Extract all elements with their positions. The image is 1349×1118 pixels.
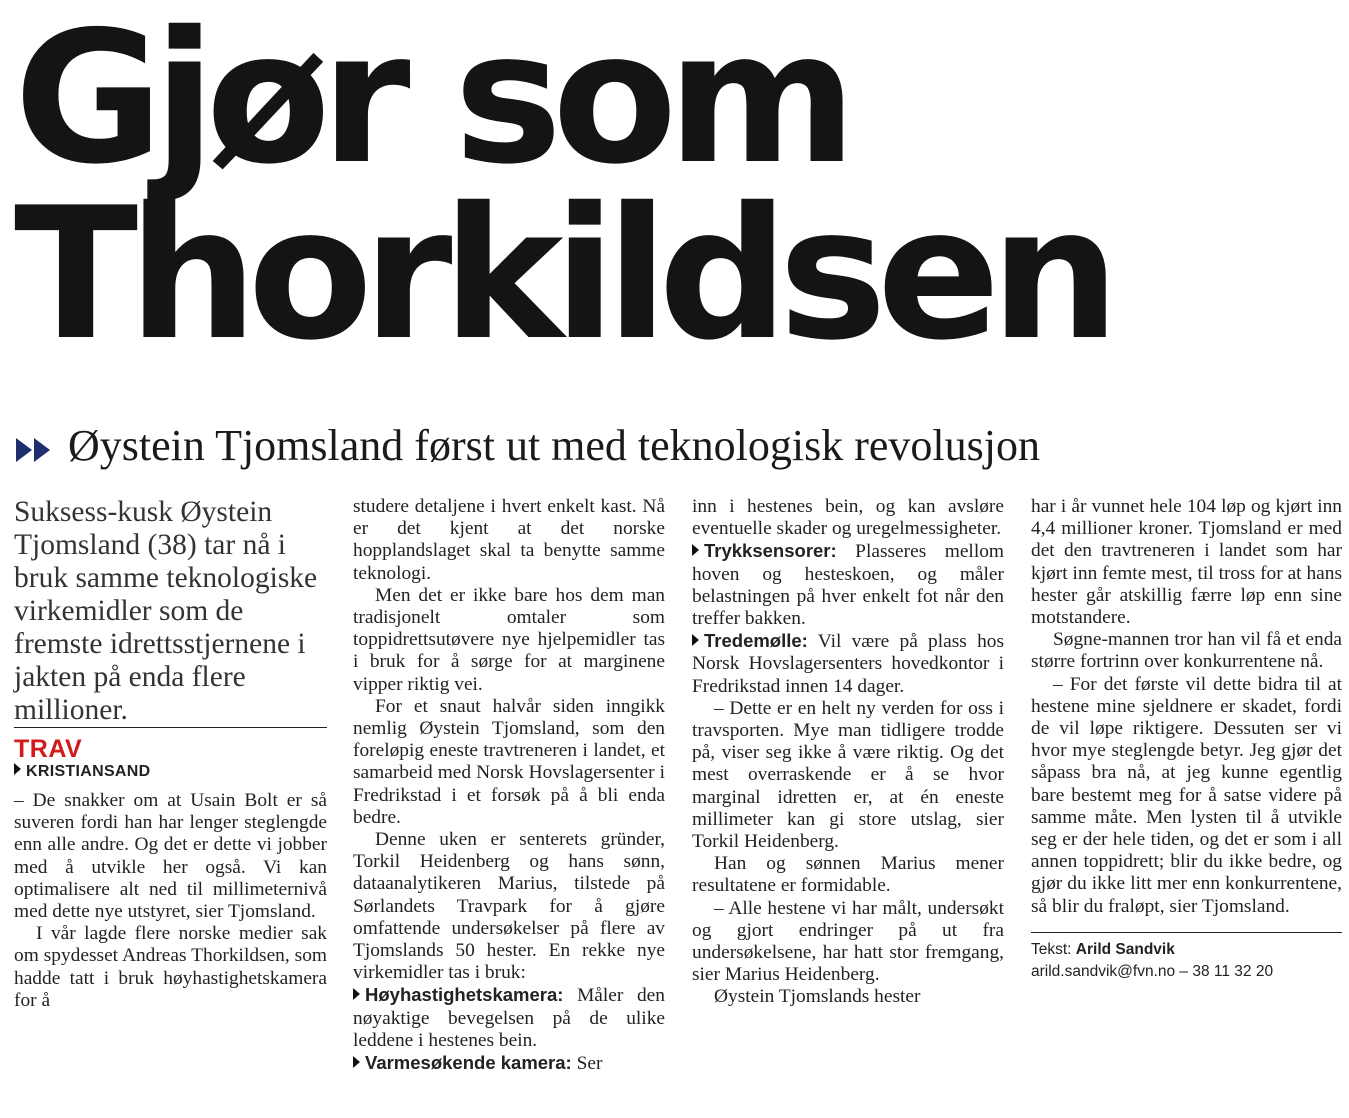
triangle-bullet-icon bbox=[14, 763, 21, 775]
section-label: TRAV bbox=[14, 735, 83, 763]
body-paragraph: har i år vunnet hele 104 løp og kjørt inn 4,4 millioner kroner. Tjomsland er med det den travtreneren i landet som har kjørt inn femte mest, til tross for at hans hester går atskillig færre løp enn sine motstandere. bbox=[1031, 496, 1342, 629]
bullet-text: Ser bbox=[576, 1053, 603, 1075]
bullet-item bbox=[692, 630, 1004, 698]
triangle-bullet-icon bbox=[692, 634, 699, 646]
body-paragraph: – Alle hestene vi har målt, undersøkt og gjort endringer på ut fra undersøkelsene, har hatt stor fremgang, sier Marius Heidenberg. bbox=[692, 897, 1004, 986]
bullet-label: Høyhastighetskamera: bbox=[365, 984, 564, 1006]
body-paragraph: inn i hestenes bein, og kan avsløre eventuelle skader og uregelmessigheter. bbox=[692, 496, 1004, 540]
dateline bbox=[14, 762, 327, 782]
bullet-label: Trykksensorer: bbox=[704, 540, 837, 562]
byline-author: Arild Sandvik bbox=[1075, 940, 1175, 958]
bullet-item bbox=[353, 984, 665, 1052]
triangle-bullet-icon bbox=[692, 544, 699, 556]
bullet-item bbox=[353, 1052, 665, 1075]
headline-line-1: Gjør som bbox=[14, 0, 847, 204]
body-paragraph: I vår lagde flere norske medier sak om spydesset Andreas Thorkildsen, som hadde tatt i bruk høyhastighetskamera for å bbox=[14, 923, 327, 1011]
byline-label: Tekst: bbox=[1031, 940, 1072, 958]
triangle-bullet-icon bbox=[353, 988, 360, 1000]
body-paragraph: – For det første vil dette bidra til at hestene mine sjeldnere er skadet, fordi de vil løpe riktigere. Dessuten ser vi hvor mye steglengde betyr. Jeg gjør det såpass bra nå, at jeg kunne egentlig bare bestemt meg for å satse videre på samme måte. Men lysten til å utvikle seg er der hele tiden, og det er som i all annen toppidrett; blir du ikke bedre, og gjør du ikke litt mer enn konkurrentene, så blir du fraløpt, sier Tjomsland. bbox=[1031, 673, 1342, 917]
bullet-text: Vil være på plass hos Norsk Hovslagersenters hovedkontor i Fredrikstad innen 14 dager. bbox=[692, 631, 1005, 697]
bullet-label: Varmesøkende kamera: bbox=[365, 1052, 572, 1074]
bullet-label: Tredemølle: bbox=[704, 630, 808, 652]
headline bbox=[14, 0, 1110, 380]
ingress: Suksess-kusk Øystein Tjomsland (38) tar nå i bruk samme teknologiske virkemidler som de fremste idrettsstjernene i jakten på enda flere millioner. bbox=[14, 496, 318, 726]
triangle-bullet-icon bbox=[353, 1056, 360, 1068]
section-divider bbox=[14, 727, 327, 728]
body-paragraph: Denne uken er senterets gründer, Torkil Heidenberg og hans sønn, dataanalytikeren Marius, tilstede på Sørlandets Travpark for å gjøre omfattende undersøkelser på flere av Tjomslands 50 hester. En rekke nye virkemidler tas i bruk: bbox=[353, 829, 665, 984]
column-1 bbox=[14, 496, 327, 1012]
dateline-place: KRISTIANSAND bbox=[26, 763, 151, 780]
column-3 bbox=[692, 496, 1004, 1009]
body-paragraph: studere detaljene i hvert enkelt kast. Nå er det kjent at det norske hopplandslaget skal ta benytte samme teknologi. bbox=[353, 496, 665, 584]
body-paragraph: Han og sønnen Marius mener resultatene er formidable. bbox=[692, 853, 1004, 897]
byline bbox=[1031, 939, 1342, 983]
byline-contact: arild.sandvik@fvn.no – 38 11 32 20 bbox=[1031, 962, 1274, 980]
headline-line-2: Thorkildsen bbox=[14, 168, 1110, 380]
bullet-text: Måler den nøyaktige bevegelsen på de ulike leddene i hestenes bein. bbox=[353, 985, 665, 1051]
body-paragraph: – Dette er en helt ny verden for oss i travsporten. Mye man tidligere trodde på, viser seg ikke å være riktig. Og det mest overraskende er å se hvor marginal idretten er, at én eneste millimeter kan gi store utslag, sier Torkil Heidenberg. bbox=[692, 697, 1004, 853]
column-2 bbox=[353, 496, 665, 1075]
kicker bbox=[14, 420, 1334, 476]
body-paragraph: Søgne-mannen tror han vil få et enda større fortrinn over konkurrentene nå. bbox=[1031, 629, 1342, 673]
credit-divider bbox=[1031, 932, 1342, 933]
body-paragraph: – De snakker om at Usain Bolt er så suveren fordi han har lenger steglengde enn alle andre. Og det er dette vi jobber med å utvikle her også. Vi kan optimalisere alt ned til millimeternivå med dette nye utstyret, sier Tjomsland. bbox=[14, 790, 327, 923]
double-arrow-icon bbox=[14, 424, 54, 476]
body-paragraph: Men det er ikke bare hos dem man tradisjonelt omtaler som toppidrettsutøvere nye hjelpemidler tas i bruk for å sørge for at marginene vipper riktig vei. bbox=[353, 584, 665, 695]
body-paragraph: For et snaut halvår siden inngikk nemlig Øystein Tjomsland, som den foreløpig eneste travtreneren i landet, et samarbeid med Norsk Hovslagersenter i Fredrikstad i et forsøk på å bli enda bedre. bbox=[353, 695, 665, 828]
bullet-item bbox=[692, 540, 1004, 630]
column-4 bbox=[1031, 496, 1342, 983]
body-paragraph: Øystein Tjomslands hester bbox=[714, 986, 921, 1008]
bullet-text: Plasseres mellom hoven og hesteskoen, og måler belastningen på hver enkelt fot når den treffer bakken. bbox=[692, 541, 1004, 630]
kicker-text: Øystein Tjomsland først ut med teknologisk revolusjon bbox=[68, 421, 1040, 470]
